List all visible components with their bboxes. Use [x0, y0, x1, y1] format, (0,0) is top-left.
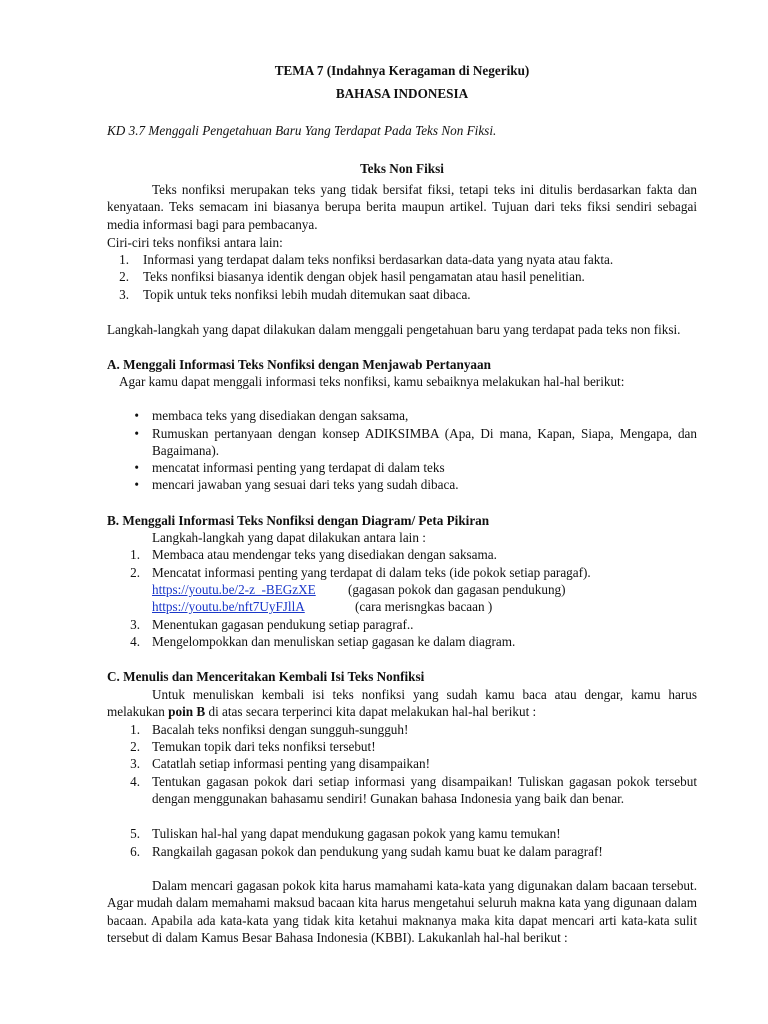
- list-text: Temukan topik dari teks nonfiksi tersebut!: [152, 739, 376, 754]
- list-text: Topik untuk teks nonfiksi lebih mudah ditemukan saat dibaca.: [143, 287, 471, 302]
- list-text: Catatlah setiap informasi penting yang disampaikan!: [152, 756, 430, 771]
- intro-bold-text: poin B: [168, 704, 206, 720]
- list-text: mencatat informasi penting yang terdapat di dalam teks: [152, 460, 445, 475]
- list-number: 3.: [130, 617, 140, 632]
- list-number: 6.: [130, 844, 140, 859]
- list-text: Tentukan gagasan pokok dari setiap informasi yang disampaikan! Tuliskan gagasan pokok tersebut dengan menggunakan bahasamu sendiri! Gunakan bahasa Indonesia yang baik dan benar.: [152, 774, 697, 807]
- youtube-link-1[interactable]: https://youtu.be/2-z_-BEGzXE: [152, 582, 316, 597]
- list-text: Membaca atau mendengar teks yang disediakan dengan saksama.: [152, 547, 497, 562]
- list-number: 1.: [130, 722, 140, 737]
- list-number: 2.: [130, 565, 140, 580]
- list-text: Mengelompokkan dan menuliskan setiap gagasan ke dalam diagram.: [152, 634, 516, 649]
- intro-text-post: di atas secara terperinci kita dapat melakukan hal-hal berikut :: [208, 704, 537, 720]
- bullet-icon: •: [134, 408, 139, 423]
- list-text: Teks nonfiksi biasanya identik dengan objek hasil pengamatan atau hasil penelitian.: [143, 269, 585, 284]
- bullet-icon: •: [134, 460, 139, 475]
- list-text: membaca teks yang disediakan dengan saksama,: [152, 408, 409, 423]
- list-text: Rumuskan pertanyaan dengan konsep ADIKSIMBA (Apa, Di mana, Kapan, Siapa, Mengapa, dan Bagaimana).: [152, 426, 697, 459]
- kd-statement: KD 3.7 Menggali Pengetahuan Baru Yang Terdapat Pada Teks Non Fiksi.: [107, 123, 497, 138]
- list-text: Tuliskan hal-hal yang dapat mendukung gagasan pokok yang kamu temukan!: [152, 826, 561, 841]
- list-text: Informasi yang terdapat dalam teks nonfiksi berdasarkan data-data yang nyata atau fakta.: [143, 252, 614, 267]
- section-b-heading: B. Menggali Informasi Teks Nonfiksi dengan Diagram/ Peta Pikiran: [107, 513, 490, 528]
- document-title: TEMA 7 (Indahnya Keragaman di Negeriku): [274, 63, 530, 78]
- list-text: Bacalah teks nonfiksi dengan sungguh-sungguh!: [152, 722, 409, 737]
- section-title: Teks Non Fiksi: [360, 161, 444, 176]
- list-number: 3.: [119, 287, 129, 302]
- section-a-heading: A. Menggali Informasi Teks Nonfiksi dengan Menjawab Pertanyaan: [107, 357, 491, 372]
- link-note: (gagasan pokok dan gagasan pendukung): [348, 582, 566, 597]
- list-number: 4.: [130, 634, 140, 649]
- list-number: 1.: [119, 252, 129, 267]
- list-text: Menentukan gagasan pendukung setiap paragraf..: [152, 617, 414, 632]
- section-a-intro: Agar kamu dapat menggali informasi teks nonfiksi, kamu sebaiknya melakukan hal-hal berikut:: [119, 374, 625, 389]
- bullet-icon: •: [134, 426, 139, 441]
- section-b-intro: Langkah-langkah yang dapat dilakukan antara lain :: [152, 530, 426, 545]
- list-text: Rangkailah gagasan pokok dan pendukung yang sudah kamu buat ke dalam paragraf!: [152, 844, 603, 859]
- youtube-link-2[interactable]: https://youtu.be/nft7UyFJllA: [152, 599, 305, 614]
- list-number: 1.: [130, 547, 140, 562]
- list-text: Mencatat informasi penting yang terdapat di dalam teks (ide pokok setiap paragaf).: [152, 565, 591, 580]
- list-number: 5.: [130, 826, 140, 841]
- bullet-icon: •: [134, 477, 139, 492]
- section-c-heading: C. Menulis dan Menceritakan Kembali Isi Teks Nonfiksi: [107, 669, 425, 684]
- section-c-intro: [107, 686, 697, 721]
- list-number: 3.: [130, 756, 140, 771]
- list-number: 2.: [119, 269, 129, 284]
- document-subtitle: BAHASA INDONESIA: [335, 86, 469, 101]
- list-number: 2.: [130, 739, 140, 754]
- intro-paragraph: Teks nonfiksi merupakan teks yang tidak bersifat fiksi, tetapi teks ini ditulis berdasarkan fakta dan kenyataan. Teks semacam ini biasanya berupa berita maupun artikel. Tujuan dari teks fiksi sendiri sebagai media informasi bagi para pembacanya.: [107, 182, 697, 232]
- list-text: mencari jawaban yang sesuai dari teks yang sudah dibaca.: [152, 477, 459, 492]
- link-note: (cara merisngkas bacaan ): [355, 599, 493, 614]
- ciri-heading: Ciri-ciri teks nonfiksi antara lain:: [107, 235, 283, 250]
- list-number: 4.: [130, 774, 140, 789]
- langkah-intro: Langkah-langkah yang dapat dilakukan dalam menggali pengetahuan baru yang terdapat pada teks non fiksi.: [107, 322, 681, 337]
- closing-paragraph: Dalam mencari gagasan pokok kita harus mamahami kata-kata yang digunakan dalam bacaan tersebut. Agar mudah dalam memahami maksud bacaan kita harus mengetahui seluruh makna kata yang digunaan dalam bacaan. Apabila ada kata-kata yang tidak kita ketahui maknanya maka kita dapat mencari arti kata-kata sulit tersebut di dalam Kamus Besar Bahasa Indonesia (KBBI). Lakukanlah hal-hal berikut :: [107, 878, 697, 946]
- intro-text: Untuk menuliskan kembali isi teks nonfiksi yang sudah kamu baca atau dengar, kamu harus melakukan: [107, 687, 697, 720]
